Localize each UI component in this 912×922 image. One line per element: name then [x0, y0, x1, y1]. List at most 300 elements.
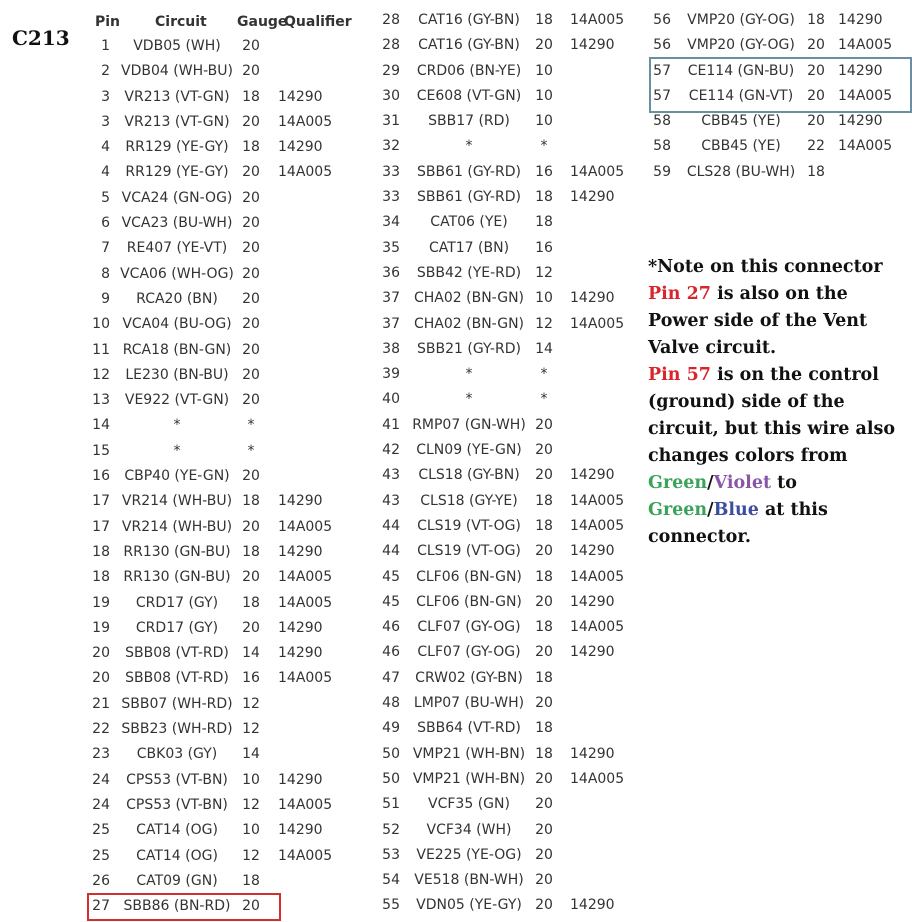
- cell-pin: 29: [382, 62, 400, 79]
- cell-pin: 17: [92, 493, 110, 510]
- cell-gauge: *: [540, 138, 548, 155]
- table-row: [88, 413, 378, 438]
- table-row: [380, 438, 640, 463]
- cell-qualifier: 14A005: [838, 87, 893, 104]
- cell-circuit: VCA24 (GN-OG): [121, 189, 233, 206]
- cell-circuit: CBB45 (YE): [701, 138, 781, 155]
- cell-pin: 16: [92, 468, 110, 485]
- table-row: [380, 337, 640, 362]
- table-row: [380, 185, 640, 210]
- cell-pin: 45: [382, 568, 400, 585]
- cell-circuit: CAT14 (OG): [136, 822, 218, 839]
- table-row: [88, 540, 378, 565]
- cell-qualifier: 14A005: [570, 492, 625, 509]
- cell-circuit: SBB42 (YE-RD): [416, 264, 522, 281]
- cell-pin: 43: [382, 492, 400, 509]
- cell-gauge: 20: [535, 846, 553, 863]
- cell-circuit: VE225 (YE-OG): [416, 846, 522, 863]
- cell-circuit: CLS18 (GY-BN): [418, 467, 520, 484]
- cell-circuit: CHA02 (BN-GN): [413, 315, 525, 332]
- cell-gauge: 18: [242, 872, 260, 889]
- cell-circuit: CE114 (GN-VT): [688, 87, 794, 104]
- cell-qualifier: 14290: [278, 822, 323, 839]
- table-row: [380, 615, 640, 640]
- table-row: [88, 135, 378, 160]
- table-row: [380, 59, 640, 84]
- cell-gauge: 18: [242, 493, 260, 510]
- cell-pin: 5: [101, 189, 110, 206]
- cell-qualifier: 14290: [278, 88, 323, 105]
- table-row: [88, 464, 378, 489]
- table-row: [652, 59, 910, 84]
- cell-pin: 56: [653, 37, 671, 54]
- cell-gauge: 16: [535, 239, 553, 256]
- cell-circuit: VR214 (WH-BU): [121, 493, 233, 510]
- cell-gauge: 20: [242, 341, 260, 358]
- cell-circuit: SBB21 (GY-RD): [417, 340, 521, 357]
- table-row: [380, 160, 640, 185]
- table-row: [88, 439, 378, 464]
- cell-circuit: CAT16 (GY-BN): [418, 12, 520, 28]
- cell-circuit: CBP40 (YE-GN): [124, 468, 230, 485]
- cell-gauge: 20: [242, 366, 260, 383]
- cell-gauge: 20: [242, 518, 260, 535]
- cell-qualifier: 14290: [838, 62, 883, 79]
- cell-qualifier: 14A005: [570, 770, 625, 787]
- table-row: [88, 616, 378, 641]
- cell-circuit: VDB05 (WH): [133, 38, 221, 54]
- cell-circuit: CRD17 (GY): [135, 619, 219, 636]
- cell-pin: 28: [382, 12, 400, 28]
- cell-gauge: *: [247, 442, 255, 459]
- cell-gauge: 20: [535, 543, 553, 560]
- table-row: [88, 262, 378, 287]
- cell-pin: 50: [382, 770, 400, 787]
- cell-pin: 19: [92, 594, 110, 611]
- cell-pin: 24: [92, 771, 110, 788]
- cell-circuit: CE114 (GN-BU): [687, 62, 795, 79]
- table-row: [380, 590, 640, 615]
- cell-circuit: SBB08 (VT-RD): [125, 670, 229, 687]
- cell-circuit: CLN09 (YE-GN): [416, 442, 522, 459]
- cell-circuit: *: [173, 417, 181, 434]
- cell-gauge: 20: [807, 37, 825, 54]
- cell-circuit: CLS28 (BU-WH): [686, 163, 796, 180]
- table-row: [380, 792, 640, 817]
- table-row: [88, 692, 378, 717]
- cell-gauge: 20: [242, 215, 260, 232]
- cell-pin: 33: [382, 163, 400, 180]
- header-circuit: Circuit: [155, 14, 207, 30]
- cell-pin: 38: [382, 340, 400, 357]
- cell-qualifier: 14A005: [570, 163, 625, 180]
- cell-gauge: 18: [535, 669, 553, 686]
- table-row: [88, 768, 378, 793]
- cell-gauge: 20: [242, 468, 260, 485]
- cell-gauge: 18: [242, 139, 260, 156]
- table-row: [652, 33, 910, 58]
- table-row: [88, 186, 378, 211]
- note-green-1: Green: [648, 473, 708, 493]
- cell-qualifier: 14290: [570, 897, 615, 914]
- cell-qualifier: 14A005: [570, 315, 625, 332]
- table-row: [88, 844, 378, 869]
- table-row: [380, 843, 640, 868]
- cell-qualifier: 14A005: [278, 569, 333, 586]
- cell-qualifier: 14290: [570, 644, 615, 661]
- table-row: [380, 666, 640, 691]
- note-text-2: is also on the Power side of the Vent Valve circuit.: [648, 284, 868, 358]
- cell-pin: 44: [382, 543, 400, 560]
- cell-pin: 14: [92, 417, 110, 434]
- cell-circuit: SBB61 (GY-RD): [417, 189, 521, 206]
- cell-gauge: 18: [242, 88, 260, 105]
- cell-gauge: 20: [535, 796, 553, 813]
- cell-circuit: VE922 (VT-GN): [124, 392, 230, 409]
- cell-qualifier: 14A005: [278, 847, 333, 864]
- table-row: [88, 388, 378, 413]
- cell-gauge: 18: [535, 517, 553, 534]
- cell-pin: 52: [382, 821, 400, 838]
- cell-circuit: VMP21 (WH-BN): [412, 770, 526, 787]
- table-row: [652, 109, 910, 134]
- table-row: [88, 818, 378, 843]
- cell-gauge: 10: [535, 290, 553, 307]
- cell-gauge: 16: [242, 670, 260, 687]
- cell-gauge: 20: [535, 37, 553, 54]
- cell-gauge: 20: [807, 113, 825, 130]
- cell-gauge: 20: [535, 416, 553, 433]
- table-row: [88, 34, 378, 59]
- cell-circuit: VR214 (WH-BU): [121, 518, 233, 535]
- cell-gauge: 18: [535, 189, 553, 206]
- table-row: [380, 640, 640, 665]
- cell-pin: 59: [653, 163, 671, 180]
- cell-gauge: 18: [242, 594, 260, 611]
- cell-circuit: VCF35 (GN): [428, 796, 510, 813]
- cell-gauge: 20: [242, 164, 260, 181]
- cell-gauge: 18: [535, 492, 553, 509]
- cell-circuit: CLF06 (BN-GN): [416, 593, 522, 610]
- cell-qualifier: 14290: [570, 290, 615, 307]
- cell-pin: 31: [382, 113, 400, 130]
- cell-pin: 58: [653, 113, 671, 130]
- cell-gauge: 10: [535, 62, 553, 79]
- cell-pin: 23: [92, 746, 110, 763]
- cell-gauge: 14: [535, 340, 553, 357]
- cell-qualifier: 14290: [570, 543, 615, 560]
- cell-gauge: 20: [242, 569, 260, 586]
- cell-gauge: 18: [535, 745, 553, 762]
- cell-circuit: CAT17 (BN): [428, 239, 510, 256]
- cell-qualifier: 14A005: [278, 518, 333, 535]
- cell-qualifier: 14A005: [570, 12, 625, 28]
- table-row: [88, 211, 378, 236]
- cell-circuit: RR129 (YE-GY): [125, 139, 229, 156]
- cell-pin: 37: [382, 290, 400, 307]
- cell-pin: 10: [92, 316, 110, 333]
- cell-circuit: SBB86 (BN-RD): [123, 898, 231, 915]
- table-row: [380, 818, 640, 843]
- table-row: [88, 666, 378, 691]
- note-to: to: [771, 473, 797, 493]
- cell-gauge: 22: [807, 138, 825, 155]
- table-row: [380, 236, 640, 261]
- table-row: [88, 363, 378, 388]
- cell-gauge: *: [247, 417, 255, 434]
- cell-circuit: CBK03 (GY): [136, 746, 218, 763]
- table-row: [380, 565, 640, 590]
- cell-circuit: *: [173, 442, 181, 459]
- cell-pin: 7: [101, 240, 110, 257]
- cell-pin: 57: [653, 87, 671, 104]
- cell-pin: 11: [92, 341, 110, 358]
- table-row: [380, 387, 640, 412]
- cell-circuit: SBB17 (RD): [428, 113, 510, 130]
- table-row: [380, 109, 640, 134]
- table-row: [652, 8, 910, 33]
- table-row: [88, 338, 378, 363]
- table-row: [380, 134, 640, 159]
- cell-circuit: SBB23 (WH-RD): [121, 721, 233, 738]
- cell-pin: 19: [92, 619, 110, 636]
- table-row: [380, 514, 640, 539]
- cell-pin: 49: [382, 720, 400, 737]
- table-row: [88, 160, 378, 185]
- table-row: [380, 286, 640, 311]
- cell-circuit: CLF07 (GY-OG): [417, 644, 521, 661]
- cell-circuit: *: [465, 138, 473, 155]
- table-row: [380, 84, 640, 109]
- cell-pin: 3: [101, 88, 110, 105]
- cell-qualifier: 14A005: [278, 594, 333, 611]
- cell-pin: 41: [382, 416, 400, 433]
- table-row: [88, 894, 378, 919]
- table-row: [652, 134, 910, 159]
- cell-circuit: VDN05 (YE-GY): [416, 897, 522, 914]
- cell-circuit: CAT09 (GN): [136, 872, 218, 889]
- cell-qualifier: 14A005: [278, 796, 333, 813]
- cell-circuit: CRD06 (BN-YE): [416, 62, 522, 79]
- table-row: [380, 742, 640, 767]
- cell-gauge: *: [540, 391, 548, 408]
- cell-gauge: 20: [242, 290, 260, 307]
- cell-circuit: VE518 (BN-WH): [414, 872, 524, 889]
- cell-pin: 48: [382, 695, 400, 712]
- cell-gauge: 10: [242, 822, 260, 839]
- cell-circuit: VCA06 (WH-OG): [120, 265, 234, 282]
- cell-circuit: RE407 (YE-VT): [126, 240, 228, 257]
- cell-gauge: 10: [535, 87, 553, 104]
- cell-gauge: 20: [807, 62, 825, 79]
- header-gauge: Gauge: [237, 14, 288, 30]
- cell-circuit: CHA02 (BN-GN): [413, 290, 525, 307]
- cell-gauge: 20: [535, 442, 553, 459]
- cell-circuit: SBB08 (VT-RD): [125, 645, 229, 662]
- cell-circuit: LMP07 (BU-WH): [413, 695, 525, 712]
- cell-qualifier: 14290: [278, 771, 323, 788]
- cell-circuit: CPS53 (VT-BN): [126, 771, 228, 788]
- table-row: [380, 893, 640, 918]
- cell-circuit: CLS19 (VT-OG): [417, 517, 521, 534]
- cell-gauge: 20: [535, 593, 553, 610]
- cell-gauge: 20: [535, 821, 553, 838]
- table-row: [88, 110, 378, 135]
- cell-pin: 25: [92, 822, 110, 839]
- cell-pin: 43: [382, 467, 400, 484]
- cell-qualifier: 14A005: [278, 113, 333, 130]
- cell-qualifier: 14290: [278, 493, 323, 510]
- table-row: [380, 33, 640, 58]
- cell-pin: 4: [101, 139, 110, 156]
- cell-pin: 24: [92, 796, 110, 813]
- cell-pin: 53: [382, 846, 400, 863]
- cell-circuit: CRD17 (GY): [135, 594, 219, 611]
- cell-gauge: 18: [242, 543, 260, 560]
- cell-pin: 47: [382, 669, 400, 686]
- cell-circuit: CLF06 (BN-GN): [416, 568, 522, 585]
- cell-pin: 33: [382, 189, 400, 206]
- cell-qualifier: 14A005: [570, 517, 625, 534]
- cell-gauge: 12: [535, 264, 553, 281]
- note-blue: Blue: [713, 500, 759, 520]
- header-qualifier: Qualifier: [284, 14, 352, 30]
- cell-gauge: 18: [535, 568, 553, 585]
- cell-pin: 25: [92, 847, 110, 864]
- cell-gauge: 18: [535, 720, 553, 737]
- cell-pin: 20: [92, 645, 110, 662]
- cell-circuit: RCA18 (BN-GN): [122, 341, 232, 358]
- cell-qualifier: 14290: [570, 189, 615, 206]
- cell-pin: 13: [92, 392, 110, 409]
- cell-pin: 20: [92, 670, 110, 687]
- table-row: [380, 539, 640, 564]
- cell-gauge: 10: [242, 771, 260, 788]
- cell-gauge: 20: [535, 897, 553, 914]
- cell-pin: 34: [382, 214, 400, 231]
- cell-qualifier: 14290: [570, 593, 615, 610]
- cell-gauge: 20: [535, 872, 553, 889]
- cell-circuit: *: [465, 391, 473, 408]
- table-row: [88, 742, 378, 767]
- cell-pin: 45: [382, 593, 400, 610]
- cell-pin: 12: [92, 366, 110, 383]
- table-row: [380, 312, 640, 337]
- table-row: [88, 565, 378, 590]
- cell-pin: 30: [382, 87, 400, 104]
- cell-pin: 51: [382, 796, 400, 813]
- cell-gauge: 18: [535, 214, 553, 231]
- pin-table-column-2: [380, 8, 640, 919]
- cell-qualifier: 14290: [278, 139, 323, 156]
- cell-circuit: SBB64 (VT-RD): [417, 720, 521, 737]
- cell-gauge: 20: [242, 63, 260, 80]
- cell-circuit: SBB61 (GY-RD): [417, 163, 521, 180]
- cell-circuit: CAT14 (OG): [136, 847, 218, 864]
- table-row: [380, 362, 640, 387]
- cell-qualifier: 14290: [278, 543, 323, 560]
- cell-pin: 6: [101, 215, 110, 232]
- note-text-4: at this connector.: [648, 500, 828, 547]
- cell-circuit: CLF07 (GY-OG): [417, 619, 521, 636]
- cell-gauge: 12: [242, 695, 260, 712]
- cell-circuit: CLS19 (VT-OG): [417, 543, 521, 560]
- cell-pin: 56: [653, 12, 671, 28]
- cell-gauge: 20: [242, 392, 260, 409]
- table-row: [380, 716, 640, 741]
- cell-gauge: 20: [242, 240, 260, 257]
- table-row: [88, 515, 378, 540]
- cell-qualifier: 14290: [278, 619, 323, 636]
- cell-gauge: 12: [242, 721, 260, 738]
- cell-gauge: 20: [535, 695, 553, 712]
- cell-circuit: RMP07 (GN-WH): [412, 416, 526, 433]
- cell-qualifier: 14A005: [570, 568, 625, 585]
- cell-circuit: CAT16 (GY-BN): [418, 37, 520, 54]
- cell-circuit: VCA23 (BU-WH): [121, 215, 233, 232]
- cell-pin: 40: [382, 391, 400, 408]
- cell-qualifier: 14290: [278, 645, 323, 662]
- table-row: [88, 793, 378, 818]
- cell-pin: 46: [382, 619, 400, 636]
- cell-qualifier: 14A005: [278, 670, 333, 687]
- cell-gauge: 20: [535, 770, 553, 787]
- table-row: [88, 312, 378, 337]
- table-row: [88, 287, 378, 312]
- table-row: [652, 160, 910, 185]
- cell-pin: 37: [382, 315, 400, 332]
- table-row: [380, 868, 640, 893]
- cell-qualifier: 14290: [570, 37, 615, 54]
- cell-circuit: VCA04 (BU-OG): [122, 316, 232, 333]
- cell-qualifier: 14A005: [278, 164, 333, 181]
- cell-gauge: 20: [535, 467, 553, 484]
- cell-circuit: CRW02 (GY-BN): [415, 669, 523, 686]
- cell-pin: 54: [382, 872, 400, 889]
- cell-pin: 21: [92, 695, 110, 712]
- cell-circuit: CAT06 (YE): [430, 214, 508, 231]
- cell-pin: 8: [101, 265, 110, 282]
- cell-circuit: VMP20 (GY-OG): [687, 12, 795, 28]
- cell-pin: 27: [92, 898, 110, 915]
- table-row: [380, 261, 640, 286]
- cell-qualifier: 14290: [838, 12, 883, 28]
- table-row: [88, 717, 378, 742]
- cell-pin: 15: [92, 442, 110, 459]
- cell-pin: 18: [92, 543, 110, 560]
- cell-pin: 44: [382, 517, 400, 534]
- cell-pin: 46: [382, 644, 400, 661]
- cell-qualifier: 14290: [570, 467, 615, 484]
- table-row: [88, 236, 378, 261]
- pin-table-column-3: [652, 8, 910, 185]
- cell-gauge: 12: [242, 847, 260, 864]
- cell-pin: 3: [101, 113, 110, 130]
- cell-circuit: VDB04 (WH-BU): [121, 63, 233, 80]
- table-row: [88, 641, 378, 666]
- cell-pin: 2: [101, 63, 110, 80]
- table-row: [88, 591, 378, 616]
- cell-gauge: 18: [535, 619, 553, 636]
- table-row: [88, 489, 378, 514]
- cell-gauge: 20: [242, 265, 260, 282]
- cell-circuit: VR213 (VT-GN): [124, 113, 230, 130]
- cell-gauge: 14: [242, 746, 260, 763]
- cell-gauge: 18: [807, 163, 825, 180]
- cell-circuit: CPS53 (VT-BN): [126, 796, 228, 813]
- pin-table-column-1: [88, 34, 378, 919]
- cell-circuit: SBB07 (WH-RD): [121, 695, 233, 712]
